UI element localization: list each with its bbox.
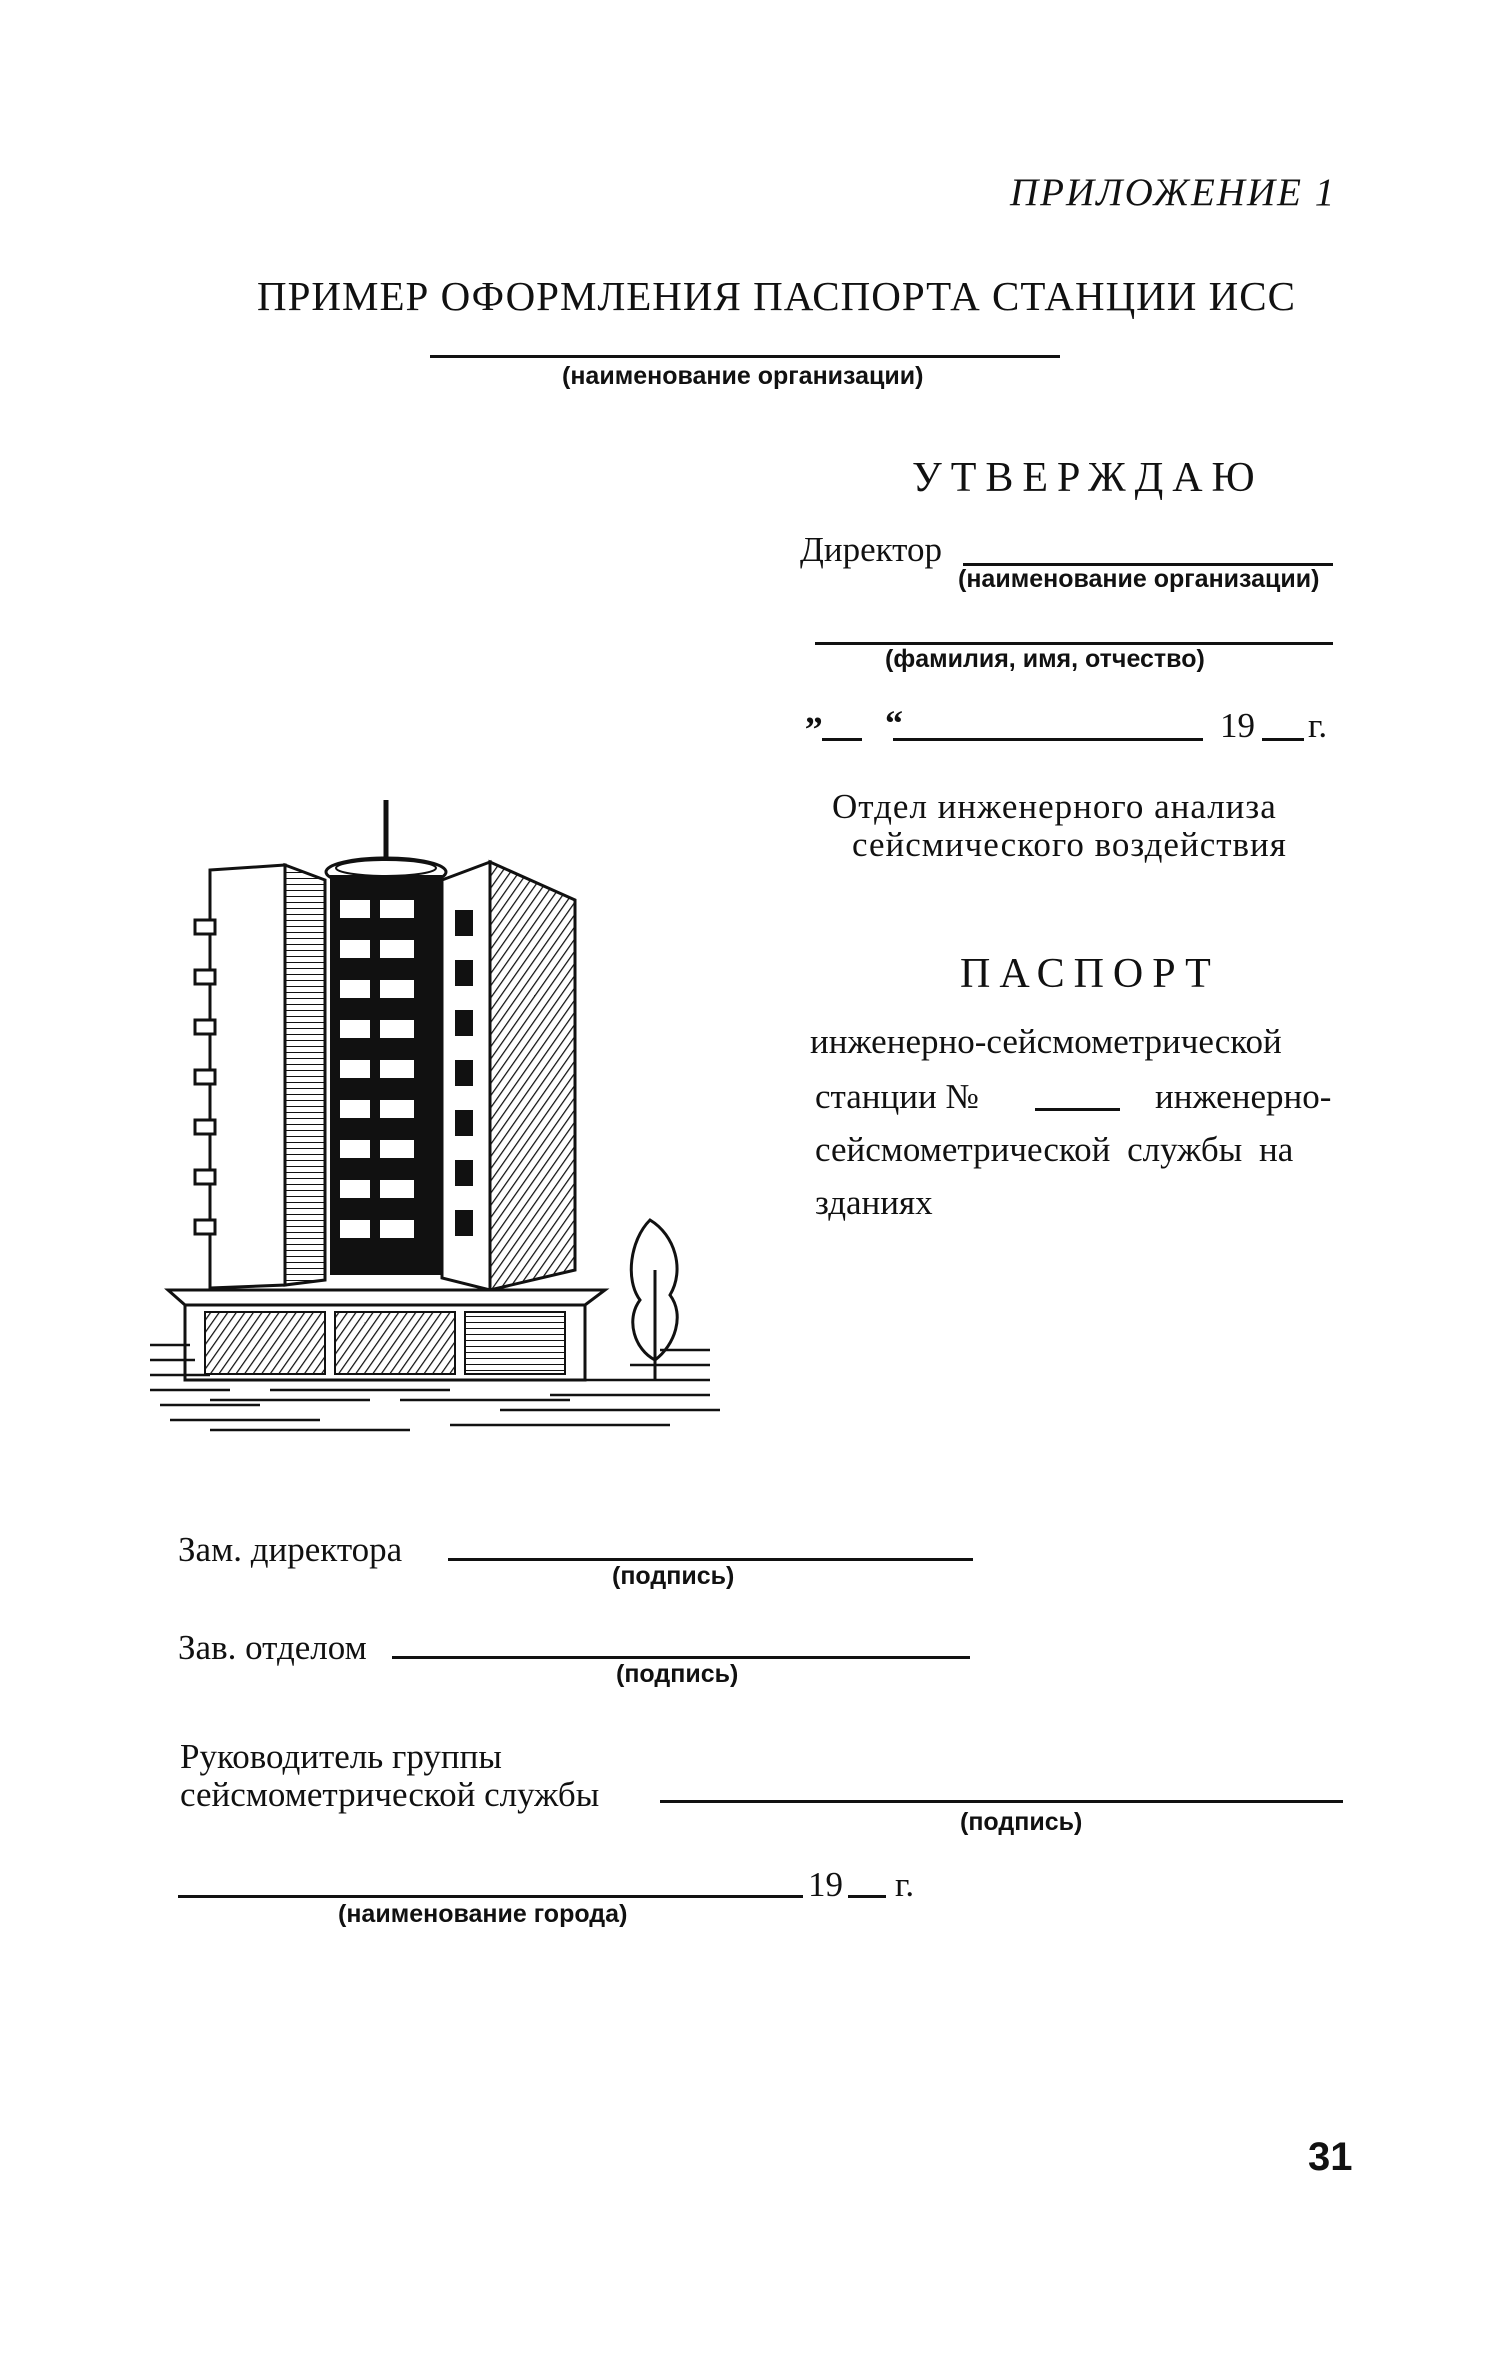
director-label: Директор — [800, 530, 943, 569]
approve-heading: УТВЕРЖДАЮ — [912, 455, 1264, 501]
org-name-line — [430, 355, 1060, 358]
date-month-line — [893, 738, 1203, 741]
deputy-director-label: Зам. директора — [178, 1530, 403, 1569]
date-year-suffix: г. — [1308, 706, 1328, 745]
appendix-label: ПРИЛОЖЕНИЕ 1 — [1010, 171, 1337, 214]
page-number: 31 — [1308, 2135, 1353, 2179]
passport-line-2-right: инженерно- — [1155, 1077, 1332, 1116]
date-year-prefix: 19 — [1220, 706, 1255, 745]
org-name-caption: (наименование организации) — [562, 362, 924, 390]
group-signature-caption: (подпись) — [960, 1808, 1083, 1836]
head-signature-caption: (подпись) — [616, 1660, 739, 1688]
city-year-prefix: 19 — [808, 1865, 843, 1904]
city-year-suffix: г. — [895, 1865, 915, 1904]
city-name-caption: (наименование города) — [338, 1900, 628, 1928]
group-leader-label-2: сейсмометрической службы — [180, 1775, 600, 1814]
date-day-line — [822, 738, 862, 741]
page-title: ПРИМЕР ОФОРМЛЕНИЯ ПАСПОРТА СТАНЦИИ ИСС — [257, 273, 1296, 319]
director-fio-caption: (фамилия, имя, отчество) — [885, 645, 1205, 673]
city-name-line[interactable] — [178, 1895, 803, 1898]
date-close-quote: “ — [885, 703, 903, 743]
director-org-caption: (наименование организации) — [958, 565, 1320, 593]
passport-line-4: зданиях — [815, 1183, 933, 1222]
deputy-signature-caption: (подпись) — [612, 1562, 735, 1590]
deputy-signature-line[interactable] — [448, 1558, 973, 1561]
passport-line-2-left: станции № — [815, 1077, 979, 1116]
group-leader-label-1: Руководитель группы — [180, 1737, 502, 1776]
department-line-2: сейсмического воздействия — [852, 825, 1287, 864]
group-signature-line[interactable] — [660, 1800, 1343, 1803]
passport-heading: ПАСПОРТ — [960, 951, 1220, 997]
department-line-1: Отдел инженерного анализа — [832, 787, 1277, 826]
passport-line-1: инженерно-сейсмометрической — [810, 1022, 1282, 1061]
department-head-label: Зав. отделом — [178, 1628, 367, 1667]
city-year-line — [848, 1895, 886, 1898]
passport-line-3: сейсмометрической службы на — [815, 1130, 1294, 1169]
head-signature-line[interactable] — [392, 1656, 970, 1659]
building-illustration — [150, 800, 730, 1440]
date-year-line — [1262, 738, 1304, 741]
date-open-quote: „ — [805, 691, 823, 731]
station-number-line — [1035, 1108, 1120, 1111]
